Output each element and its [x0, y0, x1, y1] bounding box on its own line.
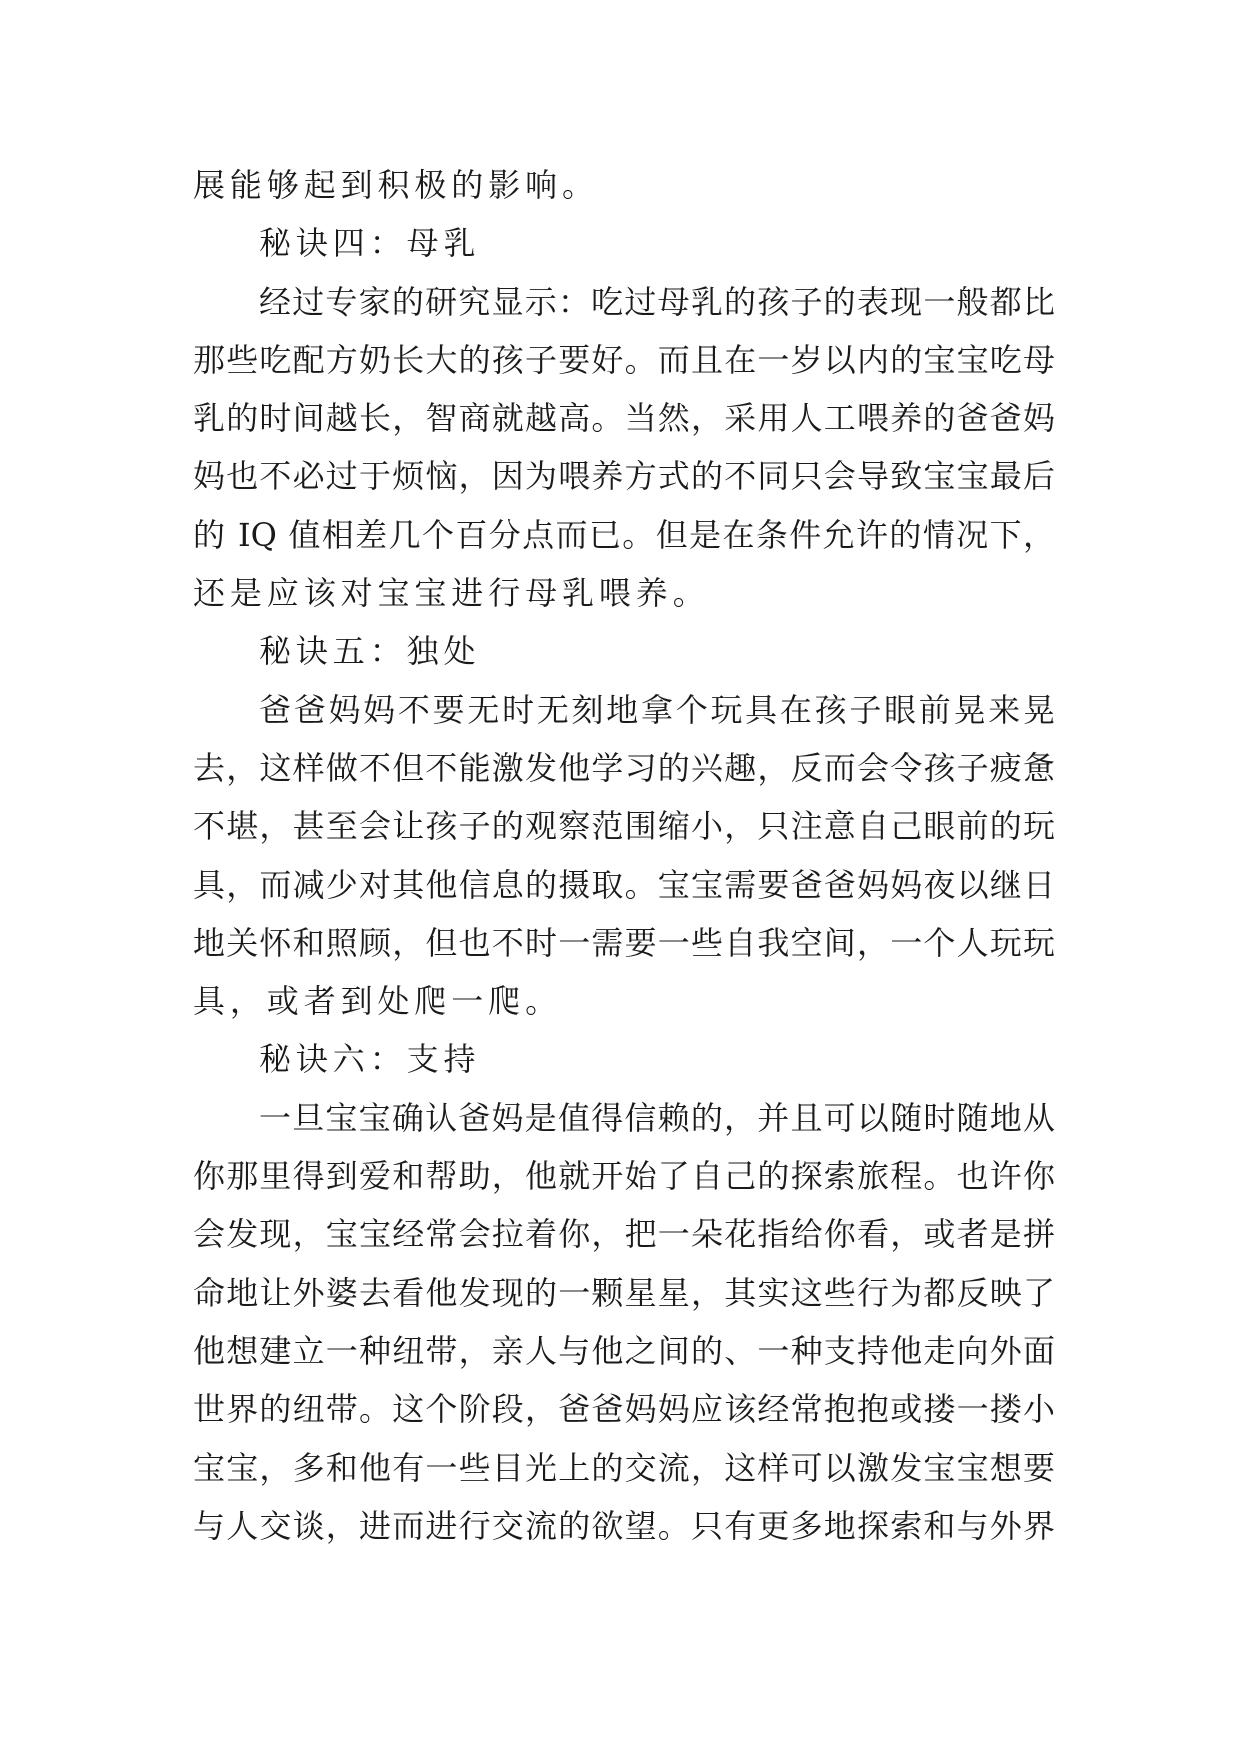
text-line: 还是应该对宝宝进行母乳喂养。	[193, 574, 710, 613]
text-line: 的 IQ 值相差几个百分点而已。但是在条件允许的情况下，	[193, 515, 1055, 554]
text-line: 爸爸妈妈不要无时无刻地拿个玩具在孩子眼前晃来晃	[259, 690, 1055, 729]
section-heading: 秘诀六：支持	[259, 1040, 481, 1079]
text-line: 展能够起到积极的影响。	[193, 166, 599, 204]
text-line: 与人交谈，进而进行交流的欲望。只有更多地探索和与外界	[193, 1506, 1055, 1545]
body-text	[193, 156, 1055, 1555]
text-line: 命地让外婆去看他发现的一颗星星，其实这些行为都反映了	[193, 1273, 1055, 1312]
text-line: 世界的纽带。这个阶段，爸爸妈妈应该经常抱抱或搂一搂小	[193, 1390, 1055, 1429]
text-line: 那些吃配方奶长大的孩子要好。而且在一岁以内的宝宝吃母	[193, 340, 1055, 379]
text-line: 乳的时间越长，智商就越高。当然，采用人工喂养的爸爸妈	[193, 399, 1055, 438]
text-line: 一旦宝宝确认爸妈是值得信赖的，并且可以随时随地从	[259, 1098, 1055, 1137]
section-heading: 秘诀五：独处	[259, 632, 481, 671]
text-line: 妈也不必过于烦恼，因为喂养方式的不同只会导致宝宝最后	[193, 457, 1055, 496]
text-line: 宝宝，多和他有一些目光上的交流，这样可以激发宝宝想要	[193, 1448, 1055, 1487]
text-line: 地关怀和照顾，但也不时一需要一些自我空间，一个人玩玩	[193, 923, 1055, 962]
text-line: 去，这样做不但不能激发他学习的兴趣，反而会令孩子疲惫	[193, 748, 1055, 787]
text-line: 他想建立一种纽带，亲人与他之间的、一种支持他走向外面	[193, 1331, 1055, 1370]
section-heading: 秘诀四：母乳	[259, 224, 481, 263]
text-line: 具，或者到处爬一爬。	[193, 982, 563, 1021]
text-line: 经过专家的研究显示：吃过母乳的孩子的表现一般都比	[259, 282, 1055, 321]
text-line: 会发现，宝宝经常会拉着你，把一朵花指给你看，或者是拼	[193, 1215, 1055, 1254]
text-line: 具，而减少对其他信息的摄取。宝宝需要爸爸妈妈夜以继日	[193, 865, 1055, 904]
text-line: 你那里得到爱和帮助，他就开始了自己的探索旅程。也许你	[193, 1157, 1055, 1196]
text-line: 不堪，甚至会让孩子的观察范围缩小，只注意自己眼前的玩	[193, 807, 1055, 846]
